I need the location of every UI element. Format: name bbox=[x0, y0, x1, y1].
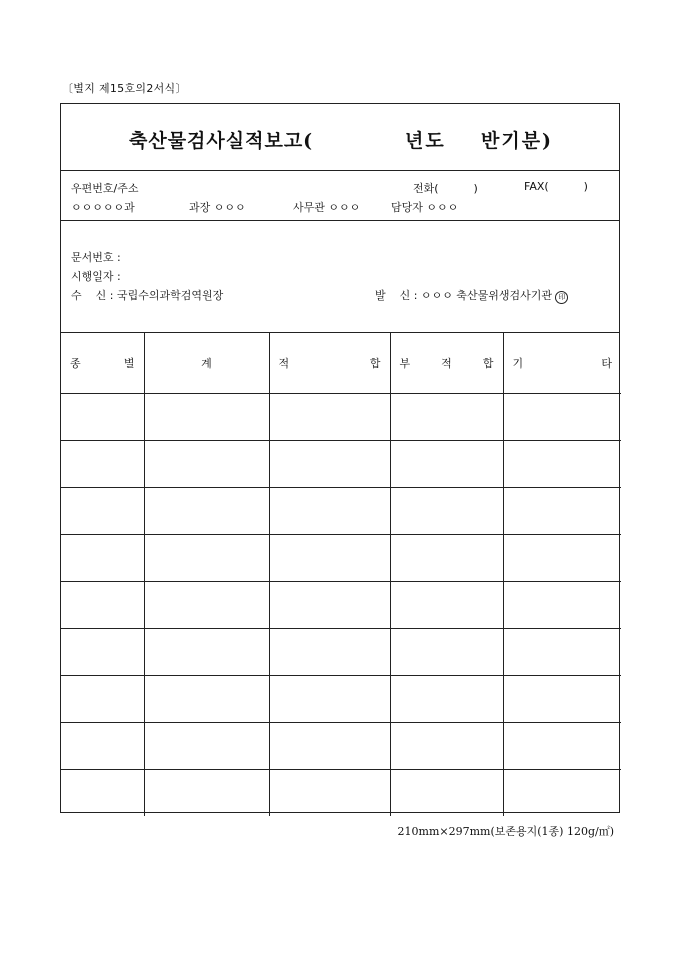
table-row bbox=[61, 723, 621, 770]
cell-total[interactable] bbox=[144, 676, 269, 723]
cell-other[interactable] bbox=[503, 441, 621, 488]
cell-category[interactable] bbox=[61, 441, 144, 488]
cell-total[interactable] bbox=[144, 723, 269, 770]
cell-pass[interactable] bbox=[269, 723, 390, 770]
header-other: 기 타 bbox=[503, 333, 621, 394]
cell-pass[interactable] bbox=[269, 488, 390, 535]
cell-pass[interactable] bbox=[269, 394, 390, 441]
cell-category[interactable] bbox=[61, 629, 144, 676]
section-chief-label: 과장 ㅇㅇㅇ bbox=[189, 201, 246, 214]
cell-pass[interactable] bbox=[269, 535, 390, 582]
title-main: 축산물검사실적보고( bbox=[129, 130, 314, 152]
issue-date-label: 시행일자 : bbox=[71, 270, 121, 283]
table-row bbox=[61, 441, 621, 488]
table-header-row bbox=[61, 333, 621, 394]
cell-fail[interactable] bbox=[390, 441, 503, 488]
cell-other[interactable] bbox=[503, 723, 621, 770]
cell-other[interactable] bbox=[503, 629, 621, 676]
form-number-label: 〔별지 제15호의2서식〕 bbox=[62, 82, 187, 95]
cell-total[interactable] bbox=[144, 582, 269, 629]
header-category: 종 별 bbox=[61, 333, 144, 394]
fax-label: FAX( ) bbox=[524, 180, 588, 193]
table-row bbox=[61, 629, 621, 676]
inspection-table bbox=[61, 333, 621, 816]
cell-total[interactable] bbox=[144, 535, 269, 582]
cell-other[interactable] bbox=[503, 488, 621, 535]
cell-pass[interactable] bbox=[269, 441, 390, 488]
doc-number-label: 문서번호 : bbox=[71, 251, 121, 264]
report-form bbox=[60, 103, 620, 813]
cell-other[interactable] bbox=[503, 535, 621, 582]
cell-other[interactable] bbox=[503, 770, 621, 817]
cell-category[interactable] bbox=[61, 770, 144, 817]
postal-address-label: 우편번호/주소 bbox=[71, 182, 139, 195]
cell-category[interactable] bbox=[61, 582, 144, 629]
cell-category[interactable] bbox=[61, 723, 144, 770]
cell-total[interactable] bbox=[144, 441, 269, 488]
table-row bbox=[61, 676, 621, 723]
cell-total[interactable] bbox=[144, 394, 269, 441]
table-row bbox=[61, 535, 621, 582]
cell-fail[interactable] bbox=[390, 582, 503, 629]
form-title bbox=[61, 104, 619, 171]
cell-fail[interactable] bbox=[390, 488, 503, 535]
sender-text: 발 신 : ㅇㅇㅇ 축산물위생검사기관 bbox=[375, 289, 552, 302]
contact-info-section bbox=[61, 171, 619, 221]
cell-total[interactable] bbox=[144, 629, 269, 676]
cell-pass[interactable] bbox=[269, 770, 390, 817]
cell-category[interactable] bbox=[61, 488, 144, 535]
title-half: 반기분) bbox=[481, 130, 554, 152]
cell-fail[interactable] bbox=[390, 535, 503, 582]
table-row bbox=[61, 394, 621, 441]
cell-fail[interactable] bbox=[390, 723, 503, 770]
officer-label: 사무관 ㅇㅇㅇ bbox=[293, 201, 361, 214]
staff-label: 담당자 ㅇㅇㅇ bbox=[391, 201, 459, 214]
header-pass: 적 합 bbox=[269, 333, 390, 394]
sender-label bbox=[375, 287, 568, 304]
cell-fail[interactable] bbox=[390, 676, 503, 723]
cell-category[interactable] bbox=[61, 394, 144, 441]
cell-pass[interactable] bbox=[269, 676, 390, 723]
table-row bbox=[61, 488, 621, 535]
header-fail: 부 적 합 bbox=[390, 333, 503, 394]
cell-category[interactable] bbox=[61, 535, 144, 582]
table-row bbox=[61, 770, 621, 817]
cell-other[interactable] bbox=[503, 394, 621, 441]
cell-pass[interactable] bbox=[269, 582, 390, 629]
phone-label: 전화( ) bbox=[413, 182, 478, 195]
cell-total[interactable] bbox=[144, 770, 269, 817]
paper-spec-note: 210mm×297mm(보존용지(1종) 120g/㎡) bbox=[397, 825, 614, 838]
cell-other[interactable] bbox=[503, 676, 621, 723]
document-info-section bbox=[61, 221, 619, 333]
cell-category[interactable] bbox=[61, 676, 144, 723]
recipient-label: 수 신 : 국립수의과학검역원장 bbox=[71, 289, 224, 302]
header-total: 계 bbox=[144, 333, 269, 394]
cell-other[interactable] bbox=[503, 582, 621, 629]
department-label: ㅇㅇㅇㅇㅇ과 bbox=[71, 201, 135, 214]
title-year: 년도 bbox=[405, 130, 446, 152]
cell-fail[interactable] bbox=[390, 394, 503, 441]
seal-icon: 印 bbox=[555, 291, 568, 304]
cell-pass[interactable] bbox=[269, 629, 390, 676]
table-row bbox=[61, 582, 621, 629]
cell-fail[interactable] bbox=[390, 770, 503, 817]
cell-fail[interactable] bbox=[390, 629, 503, 676]
cell-total[interactable] bbox=[144, 488, 269, 535]
